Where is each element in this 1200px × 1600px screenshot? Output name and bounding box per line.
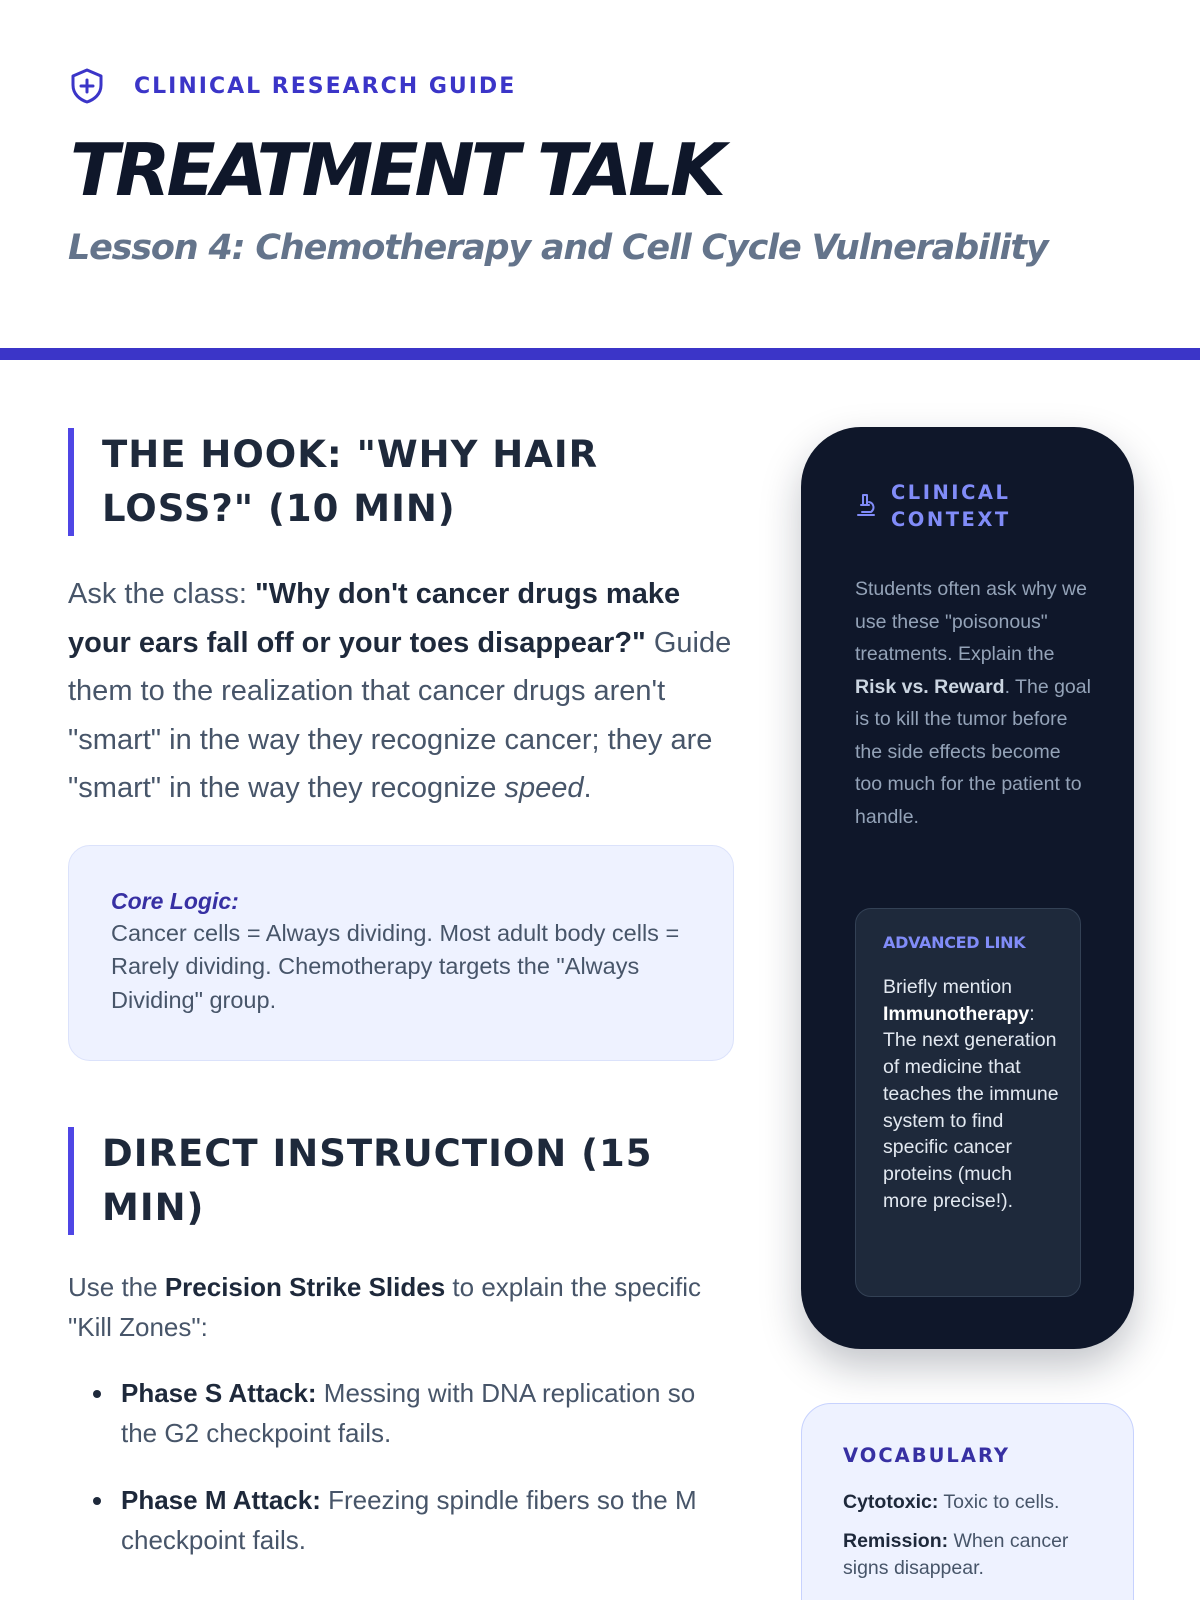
hook-emphasis: speed <box>504 772 584 804</box>
hook-intro: Ask the class: <box>68 578 255 610</box>
main-column <box>68 428 734 1587</box>
hook-guide: Guide them to the realization that cancer drugs aren't "smart" in the way they recognize cancer; they are "smart" in the way they recognize <box>68 626 732 804</box>
microscope-icon <box>855 493 877 519</box>
instruction-slides-name: Precision Strike Slides <box>164 1271 446 1302</box>
clinical-context-text <box>855 573 1091 833</box>
vocab-term: Remission: <box>843 1530 949 1552</box>
advanced-immunotherapy: Immunotherapy <box>883 1002 1030 1025</box>
instruction-section <box>68 1127 734 1560</box>
vocabulary-title: VOCABULARY <box>843 1444 1011 1467</box>
instruction-text-after: to explain the specific "Kill Zones": <box>68 1271 701 1342</box>
vocab-item <box>843 1528 1103 1582</box>
core-logic-text: Cancer cells = Always dividing. Most adult body cells = Rarely dividing. Chemotherapy targets the "Always Dividing" group. <box>111 919 680 1013</box>
advanced-text-before: Briefly mention <box>883 976 1012 998</box>
vocab-definition: When cancer signs disappear. <box>843 1530 1069 1579</box>
hook-paragraph <box>68 570 734 813</box>
instruction-text-before: Use the <box>68 1271 165 1302</box>
clinical-context-header <box>855 479 1031 533</box>
vocab-definition: Toxic to cells. <box>938 1491 1060 1513</box>
list-item-text: Freezing spindle fibers so the M checkpoint fails. <box>121 1484 697 1555</box>
shield-plus-icon <box>70 68 104 104</box>
vocab-term: Cytotoxic: <box>843 1491 939 1513</box>
instruction-paragraph <box>68 1267 734 1347</box>
page-title: TREATMENT TALK <box>70 128 722 212</box>
advanced-link-box <box>855 908 1081 1297</box>
kicker-text: CLINICAL RESEARCH GUIDE <box>134 73 517 99</box>
header-divider <box>0 348 1200 360</box>
header <box>0 0 1200 360</box>
list-item-label: Phase S Attack: <box>121 1377 317 1408</box>
page-subtitle: Lesson 4: Chemotherapy and Cell Cycle Vulnerability <box>68 228 1048 268</box>
hook-end: . <box>583 772 592 804</box>
advanced-link-text <box>883 974 1060 1214</box>
advanced-text-after: : The next generation of medicine that teaches the immune system to find specific cancer proteins (much more precise!). <box>883 1002 1059 1212</box>
list-item-label: Phase M Attack: <box>121 1484 321 1515</box>
clinical-context-panel <box>801 427 1134 1349</box>
instruction-heading: DIRECT INSTRUCTION (15 MIN) <box>68 1127 734 1235</box>
list-item <box>68 1373 734 1453</box>
core-logic-callout <box>68 845 734 1061</box>
vocab-item <box>843 1489 1103 1516</box>
clinical-context-title: CLINICAL CONTEXT <box>891 481 1011 531</box>
context-risk-reward: Risk vs. Reward <box>855 675 1005 698</box>
list-item <box>68 1480 734 1560</box>
core-logic-label: Core Logic: <box>111 887 239 914</box>
context-text-after: . The goal is to kill the tumor before the side effects become too much for the patient to handle. <box>855 675 1091 828</box>
vocabulary-panel <box>801 1403 1134 1600</box>
list-item-text: Messing with DNA replication so the G2 checkpoint fails. <box>121 1377 696 1448</box>
kill-zone-list <box>68 1373 734 1560</box>
kicker <box>70 68 516 104</box>
hook-heading: THE HOOK: "WHY HAIR LOSS?" (10 MIN) <box>68 428 734 536</box>
context-text-before: Students often ask why we use these "poisonous" treatments. Explain the <box>855 578 1087 665</box>
hook-question: "Why don't cancer drugs make your ears fall off or your toes disappear?" <box>68 578 681 659</box>
advanced-link-label: ADVANCED LINK <box>883 933 1026 952</box>
